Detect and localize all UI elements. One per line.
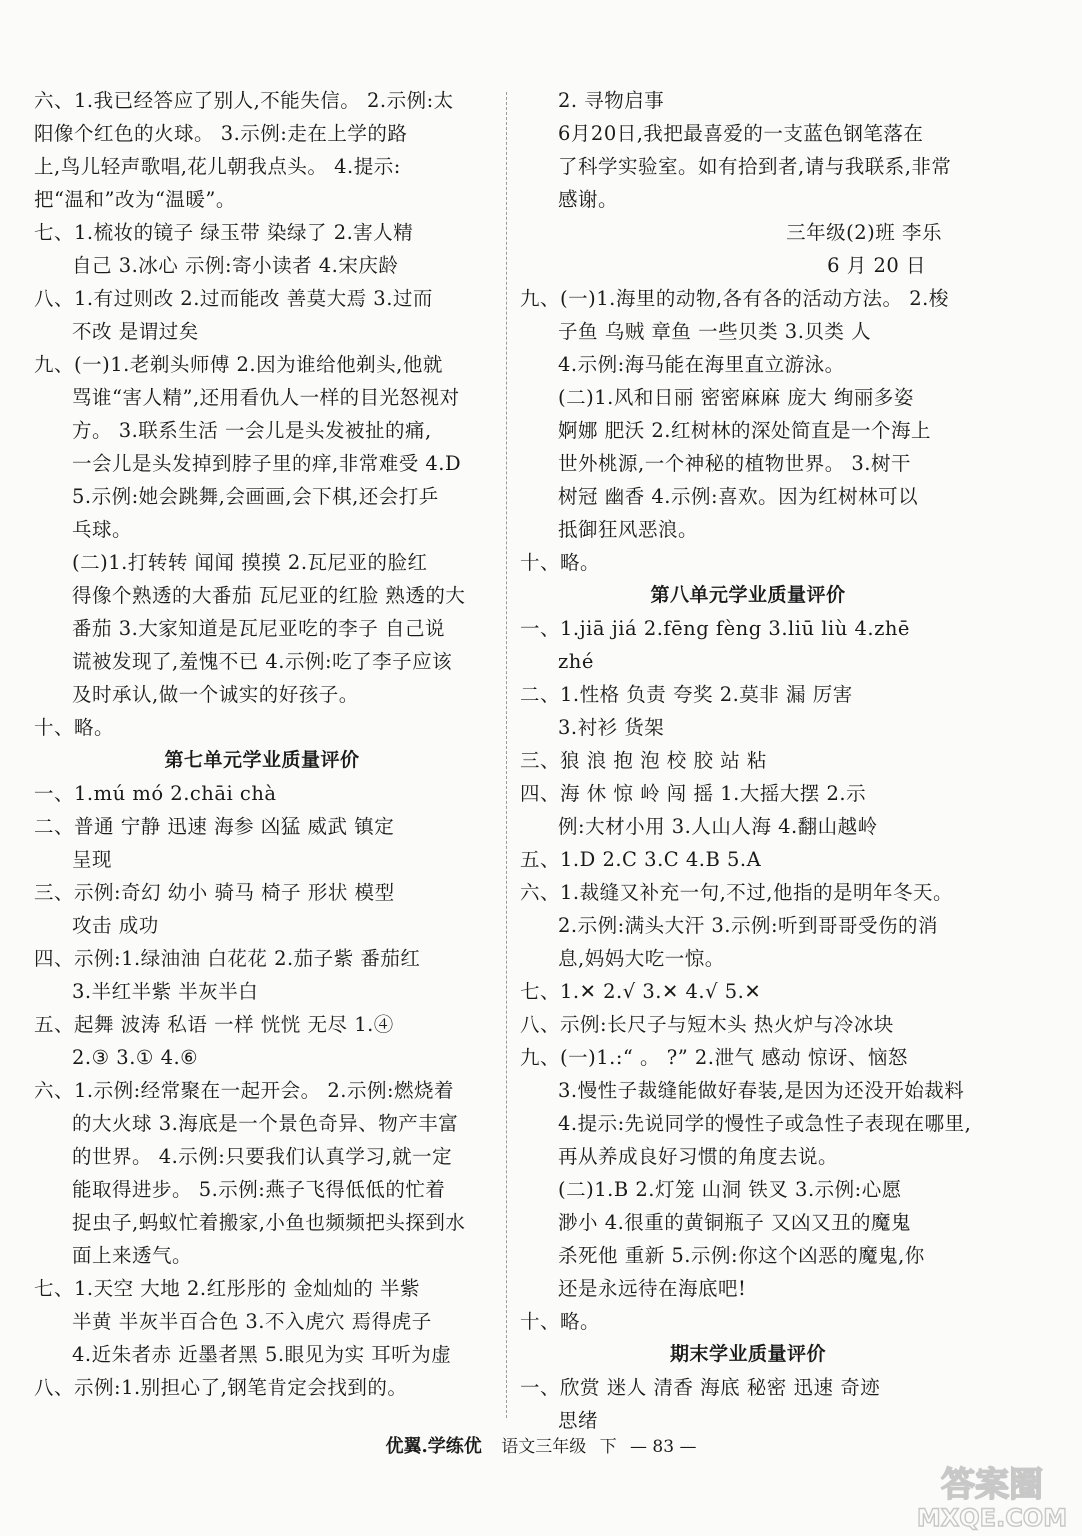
- answer-line: 感谢。: [558, 188, 619, 211]
- answer-line: 阳像个红色的火球。 3.示例:走在上学的路: [34, 122, 408, 145]
- footer-volume: 下: [599, 1437, 617, 1457]
- answer-line: 谎被发现了,羞愧不已 4.示例:吃了李子应该: [72, 650, 453, 673]
- answer-line: 能取得进步。 5.示例:燕子飞得低低的忙着: [72, 1178, 446, 1201]
- answer-line: 十、略。: [520, 1310, 601, 1333]
- answer-line: 3.半红半紫 半灰半白: [72, 980, 259, 1003]
- answer-line: 渺小 4.很重的黄铜瓶子 又凶又丑的魔鬼: [558, 1211, 912, 1234]
- watermark-bottom-text: MXQE.COM: [916, 1504, 1068, 1532]
- answer-line: 方。 3.联系生活 一会儿是头发被扯的痛,: [72, 419, 432, 442]
- watermark-top-text: 答案圈: [941, 1465, 1043, 1505]
- answer-line: 例:大材小用 3.人山人海 4.翻山越岭: [558, 815, 878, 838]
- answer-line: 十、略。: [520, 551, 601, 574]
- answer-line: 攻击 成功: [72, 914, 159, 937]
- answer-line: 捉虫子,蚂蚁忙着搬家,小鱼也频频把头探到水: [72, 1211, 466, 1234]
- answer-line: 思绪: [558, 1409, 599, 1432]
- answer-line: 息,妈妈大吃一惊。: [558, 947, 725, 970]
- answer-line: 七、1.✕ 2.√ 3.✕ 4.√ 5.✕: [520, 980, 762, 1003]
- answer-line: 4.提示:先说同学的慢性子或急性子表现在哪里,: [558, 1112, 972, 1135]
- answer-line: 2. 寻物启事: [558, 89, 665, 112]
- notice-signature: 三年级(2)班 李乐: [786, 221, 942, 244]
- answer-line: 番茄 3.大家知道是瓦尼亚吃的李子 自己说: [72, 617, 446, 640]
- answer-line: 5.示例:她会跳舞,会画画,会下棋,还会打乒: [72, 485, 439, 508]
- answer-line: 了科学实验室。如有拾到者,请与我联系,非常: [558, 155, 952, 178]
- answer-line: 十、略。: [34, 716, 115, 739]
- answer-line: (二)1.打转转 闻闻 摸摸 2.瓦尼亚的脸红: [72, 551, 428, 574]
- answer-line: 自己 3.冰心 示例:寄小读者 4.宋庆龄: [72, 254, 399, 277]
- answer-line: (二)1.B 2.灯笼 山洞 铁叉 3.示例:心愿: [558, 1178, 902, 1201]
- answer-line: 3.衬衫 货架: [558, 716, 665, 739]
- answer-line: 的大火球 3.海底是一个景色奇异、物产丰富: [72, 1112, 459, 1135]
- answer-line: 二、普通 宁静 迅速 海参 凶猛 威武 镇定: [34, 815, 395, 838]
- answer-line: 不改 是谓过矣: [72, 320, 199, 343]
- answer-line: 乓球。: [72, 518, 133, 541]
- answer-line: 树冠 幽香 4.示例:喜欢。因为红树林可以: [558, 485, 919, 508]
- answer-line: 八、1.有过则改 2.过而能改 善莫大焉 3.过而: [34, 287, 433, 310]
- answer-line: (二)1.风和日丽 密密麻麻 庞大 绚丽多姿: [558, 386, 914, 409]
- answer-line: 九、(一)1.海里的动物,各有各的活动方法。 2.梭: [520, 287, 949, 310]
- answer-line: 呈现: [72, 848, 113, 871]
- footer-brand: 优翼.学练优: [385, 1436, 482, 1457]
- answer-line: 6月20日,我把最喜爱的一支蓝色钢笔落在: [558, 122, 924, 145]
- answer-line: 的世界。 4.示例:只要我们认真学习,就一定: [72, 1145, 453, 1168]
- answer-line: 七、1.梳妆的镜子 绿玉带 染绿了 2.害人精: [34, 221, 414, 244]
- answer-line: 半黄 半灰半百合色 3.不入虎穴 焉得虎子: [72, 1310, 432, 1333]
- answer-line: 五、起舞 波涛 私语 一样 恍恍 无尽 1.④: [34, 1013, 394, 1036]
- answer-line: 八、示例:长尺子与短木头 热火炉与冷冰块: [520, 1013, 894, 1036]
- answer-line: 把“温和”改为“温暖”。: [34, 188, 236, 211]
- answer-line: 杀死他 重新 5.示例:你这个凶恶的魔鬼,你: [558, 1244, 925, 1267]
- answer-line: 一、欣赏 迷人 清香 海底 秘密 迅速 奇迹: [520, 1376, 881, 1399]
- answer-line: 七、1.天空 大地 2.红彤彤的 金灿灿的 半紫: [34, 1277, 421, 1300]
- notice-date: 6 月 20 日: [827, 254, 926, 277]
- answer-line: 六、1.我已经答应了别人,不能失信。 2.示例:太: [34, 89, 454, 112]
- answer-line: 一、1.jiā jiá 2.fēng fèng 3.liū liù 4.zhē: [520, 617, 910, 640]
- answer-line: 五、1.D 2.C 3.C 4.B 5.A: [520, 848, 762, 871]
- answer-line: zhé: [558, 650, 594, 673]
- column-divider: [506, 92, 507, 1418]
- section-heading: 第八单元学业质量评价: [650, 584, 846, 606]
- answer-line: 二、1.性格 负责 夸奖 2.莫非 漏 厉害: [520, 683, 853, 706]
- answer-line: 2.示例:满头大汗 3.示例:听到哥哥受伤的消: [558, 914, 939, 937]
- answer-line: 三、狼 浪 抱 泡 校 胶 站 粘: [520, 749, 767, 772]
- answer-line: 婀娜 肥沃 2.红树林的深处简直是一个海上: [558, 419, 932, 442]
- answer-line: 骂谁“害人精”,还用看仇人一样的目光怒视对: [72, 386, 460, 409]
- answer-line: 再从养成良好习惯的角度去说。: [558, 1145, 839, 1168]
- answer-line: 一会儿是头发掉到脖子里的痒,非常难受 4.D: [72, 452, 462, 475]
- left-answer-column: [34, 84, 490, 1404]
- answer-line: 面上来透气。: [72, 1244, 193, 1267]
- answer-line: 九、(一)1.:“ 。 ?” 2.泄气 感动 惊讶、恼怒: [520, 1046, 908, 1069]
- answer-line: 六、1.示例:经常聚在一起开会。 2.示例:燃烧着: [34, 1079, 455, 1102]
- footer-subject: 语文三年级: [501, 1437, 587, 1457]
- answer-line: 4.示例:海马能在海里直立游泳。: [558, 353, 845, 376]
- answer-line: 六、1.裁缝又补充一句,不过,他指的是明年冬天。: [520, 881, 954, 904]
- answer-line: 四、示例:1.绿油油 白花花 2.茄子紫 番茄红: [34, 947, 421, 970]
- watermark-logo: [908, 1456, 1076, 1534]
- answer-line: 九、(一)1.老剃头师傅 2.因为谁给他剃头,他就: [34, 353, 443, 376]
- footer-page-number: — 83 —: [630, 1437, 697, 1457]
- section-heading: 第七单元学业质量评价: [164, 749, 360, 771]
- answer-line: 3.慢性子裁缝能做好春装,是因为还没开始裁料: [558, 1079, 965, 1102]
- answer-line: 上,鸟儿轻声歌唱,花儿朝我点头。 4.提示:: [34, 155, 401, 178]
- answer-line: 2.③ 3.① 4.⑥: [72, 1046, 199, 1069]
- answer-line: 三、示例:奇幻 幼小 骑马 椅子 形状 模型: [34, 881, 395, 904]
- answer-line: 世外桃源,一个神秘的植物世界。 3.树干: [558, 452, 912, 475]
- answer-line: 四、海 休 惊 岭 闯 摇 1.大摇大摆 2.示: [520, 782, 867, 805]
- answer-line: 子鱼 乌贼 章鱼 一些贝类 3.贝类 人: [558, 320, 872, 343]
- section-heading: 期末学业质量评价: [669, 1343, 826, 1365]
- answer-line: 八、示例:1.别担心了,钢笔肯定会找到的。: [34, 1376, 408, 1399]
- answer-line: 一、1.mú mó 2.chāi chà: [34, 782, 277, 805]
- answer-line: 得像个熟透的大番茄 瓦尼亚的红脸 熟透的大: [72, 584, 466, 607]
- answer-line: 及时承认,做一个诚实的好孩子。: [72, 683, 359, 706]
- answer-line: 抵御狂风恶浪。: [558, 518, 699, 541]
- right-answer-column: [520, 84, 976, 1437]
- answer-line: 还是永远待在海底吧!: [558, 1277, 747, 1300]
- answer-line: 4.近朱者赤 近墨者黑 5.眼见为实 耳听为虚: [72, 1343, 452, 1366]
